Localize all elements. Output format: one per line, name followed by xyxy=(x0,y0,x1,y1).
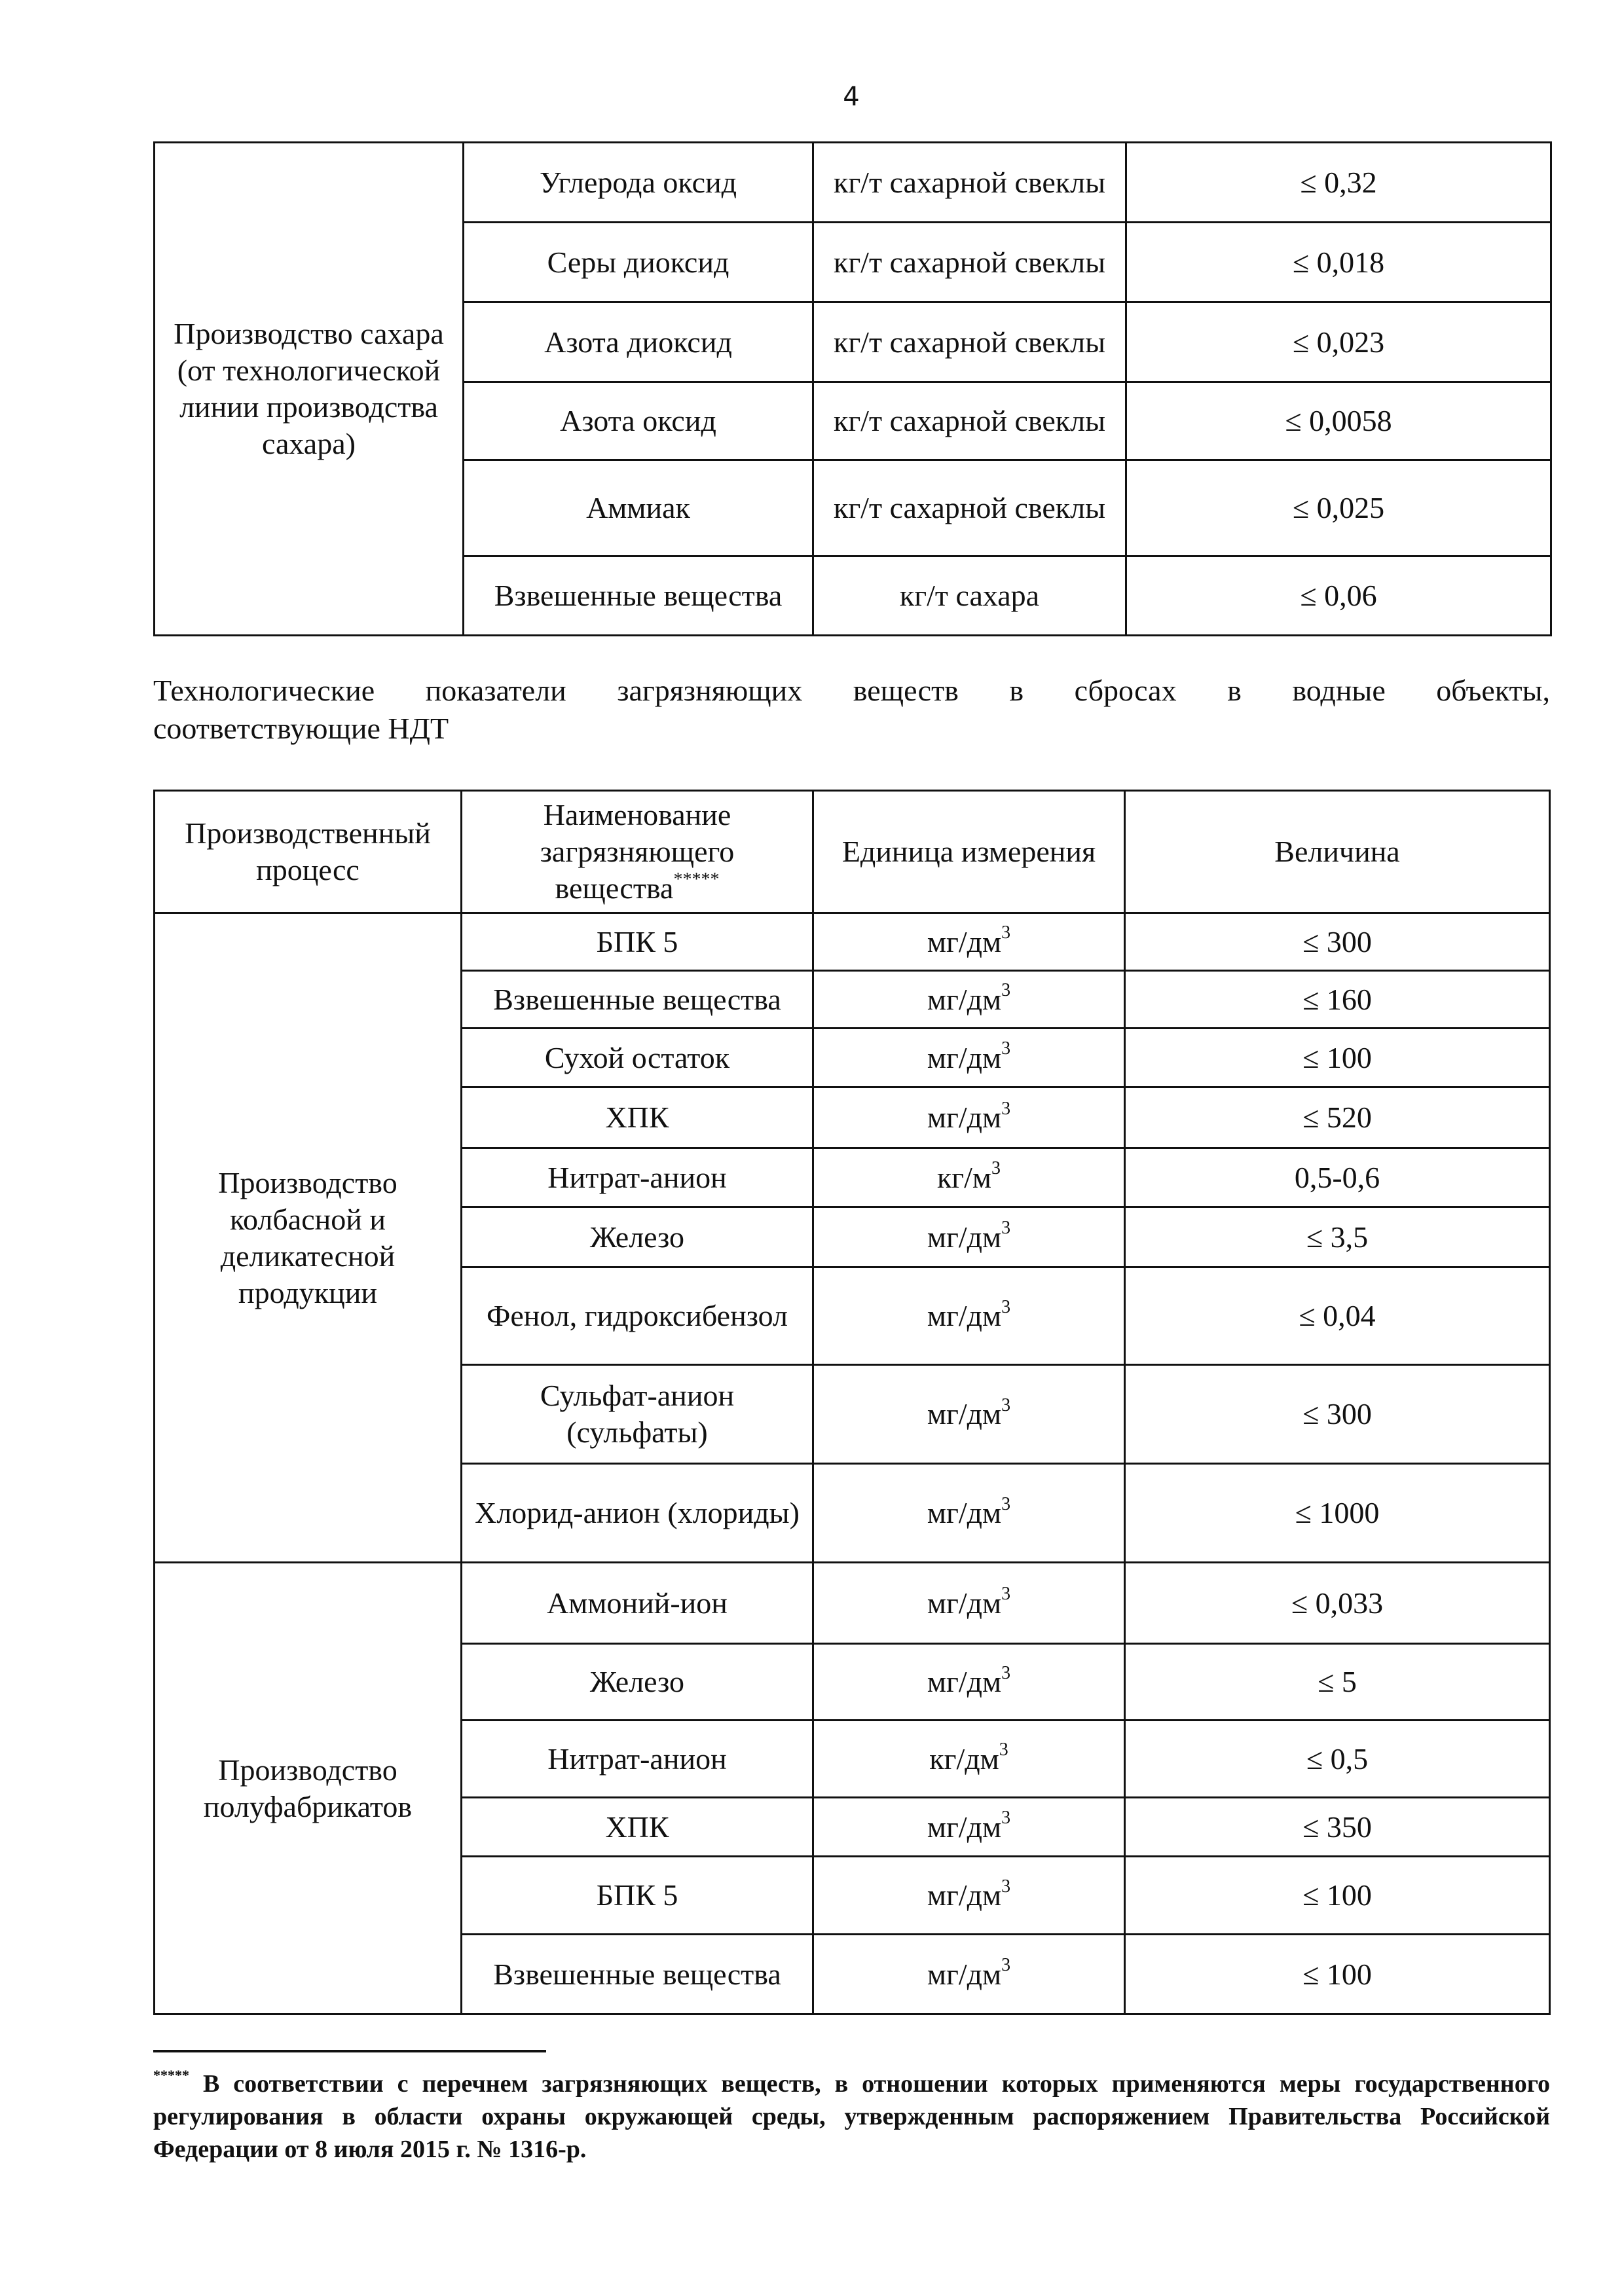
footnote xyxy=(153,2068,1550,2166)
table-row xyxy=(155,913,1550,971)
section-heading-paragraph xyxy=(153,672,1550,748)
header-value: Величина xyxy=(1125,791,1550,913)
unit-exponent: 3 xyxy=(1001,1584,1011,1605)
table-header-row xyxy=(155,791,1550,913)
unit-exponent: 3 xyxy=(1001,1662,1011,1683)
unit-exponent: 3 xyxy=(1001,1218,1011,1239)
unit-cell xyxy=(813,1029,1125,1087)
unit-label: мг/дм xyxy=(927,1299,1002,1332)
unit-cell: кг/т сахарной свеклы xyxy=(813,143,1126,223)
page-number: 4 xyxy=(843,82,860,112)
unit-label: мг/дм xyxy=(927,1040,1002,1074)
unit-cell xyxy=(813,1798,1125,1857)
unit-cell: кг/т сахарной свеклы xyxy=(813,223,1126,302)
substance-cell: Азота диоксид xyxy=(464,302,813,382)
process-cell: Производство сахара (от технологической линии производства сахара) xyxy=(155,143,464,636)
process-cell: Производство колбасной и деликатесной продукции xyxy=(155,913,462,1563)
substance-cell: Железо xyxy=(462,1644,813,1721)
header-process: Производственный процесс xyxy=(155,791,462,913)
unit-exponent: 3 xyxy=(991,1158,1001,1179)
unit-exponent: 3 xyxy=(1001,1098,1011,1119)
value-cell: ≤ 350 xyxy=(1125,1798,1550,1857)
value-cell: ≤ 0,033 xyxy=(1125,1563,1550,1644)
unit-cell xyxy=(813,1148,1125,1207)
substance-cell: ХПК xyxy=(462,1798,813,1857)
unit-exponent: 3 xyxy=(1001,1808,1011,1829)
unit-cell xyxy=(813,1087,1125,1148)
substance-cell: Взвешенные вещества xyxy=(464,556,813,636)
unit-cell xyxy=(813,971,1125,1029)
unit-label: мг/дм xyxy=(927,924,1002,958)
paragraph-line-2: соответствующие НДТ xyxy=(153,712,449,745)
unit-exponent: 3 xyxy=(1001,1394,1011,1415)
value-cell: ≤ 3,5 xyxy=(1125,1207,1550,1267)
value-cell: ≤ 300 xyxy=(1125,913,1550,971)
unit-label: мг/дм xyxy=(927,1810,1002,1844)
paragraph-line-1: Технологические показатели загрязняющих веществ в сбросах в водные объекты, xyxy=(153,674,1550,707)
value-cell: ≤ 0,023 xyxy=(1126,302,1551,382)
value-cell: ≤ 0,04 xyxy=(1125,1267,1550,1365)
unit-cell: кг/т сахарной свеклы xyxy=(813,302,1126,382)
value-cell: ≤ 100 xyxy=(1125,1029,1550,1087)
substance-cell: Сухой остаток xyxy=(462,1029,813,1087)
unit-label: мг/дм xyxy=(927,1220,1002,1254)
substance-cell: БПК 5 xyxy=(462,913,813,971)
unit-cell xyxy=(813,1644,1125,1721)
value-cell: ≤ 160 xyxy=(1125,971,1550,1029)
unit-cell: кг/т сахарной свеклы xyxy=(813,460,1126,556)
value-cell: 0,5-0,6 xyxy=(1125,1148,1550,1207)
unit-exponent: 3 xyxy=(1001,1876,1011,1897)
value-cell: ≤ 0,0058 xyxy=(1126,382,1551,460)
value-cell: ≤ 0,32 xyxy=(1126,143,1551,223)
unit-cell xyxy=(813,1563,1125,1644)
air-emissions-table xyxy=(153,141,1552,636)
unit-cell: кг/т сахара xyxy=(813,556,1126,636)
value-cell: ≤ 520 xyxy=(1125,1087,1550,1148)
substance-cell: Углерода оксид xyxy=(464,143,813,223)
unit-cell xyxy=(813,1464,1125,1563)
table-row xyxy=(155,143,1551,223)
value-cell: ≤ 100 xyxy=(1125,1935,1550,2014)
unit-label: мг/дм xyxy=(927,1496,1002,1529)
unit-exponent: 3 xyxy=(1001,922,1011,943)
unit-label: кг/м xyxy=(936,1160,992,1194)
substance-cell: Аммиак xyxy=(464,460,813,556)
unit-label: мг/дм xyxy=(927,1397,1002,1430)
unit-cell xyxy=(813,1267,1125,1365)
value-cell: ≤ 0,5 xyxy=(1125,1721,1550,1798)
footnote-rest: регулирования в области охраны окружающей среды, утвержденным распоряжением Правительства Российской Федерации от 8 июля 2015 г. № 1316-р. xyxy=(153,2103,1550,2163)
substance-cell: Нитрат-анион xyxy=(462,1721,813,1798)
footnote-divider xyxy=(153,2050,546,2052)
value-cell: ≤ 100 xyxy=(1125,1857,1550,1935)
substance-cell: Взвешенные вещества xyxy=(462,1935,813,2014)
process-cell: Производство полуфабрикатов xyxy=(155,1563,462,2014)
value-cell: ≤ 5 xyxy=(1125,1644,1550,1721)
substance-cell: Аммоний-ион xyxy=(462,1563,813,1644)
unit-cell xyxy=(813,1721,1125,1798)
unit-label: мг/дм xyxy=(927,982,1002,1016)
unit-label: кг/дм xyxy=(929,1741,999,1776)
substance-cell: Азота оксид xyxy=(464,382,813,460)
header-substance-label: Наименование загрязняющего вещества xyxy=(540,798,735,905)
substance-cell: Железо xyxy=(462,1207,813,1267)
unit-label: мг/дм xyxy=(927,1586,1002,1620)
unit-cell: кг/т сахарной свеклы xyxy=(813,382,1126,460)
unit-cell xyxy=(813,1365,1125,1464)
value-cell: ≤ 300 xyxy=(1125,1365,1550,1464)
unit-label: мг/дм xyxy=(927,1878,1002,1912)
unit-exponent: 3 xyxy=(1001,1493,1011,1514)
substance-cell: Хлорид-анион (хлориды) xyxy=(462,1464,813,1563)
unit-cell xyxy=(813,1207,1125,1267)
unit-exponent: 3 xyxy=(999,1740,1008,1760)
value-cell: ≤ 1000 xyxy=(1125,1464,1550,1563)
unit-label: мг/дм xyxy=(927,1957,1002,1991)
unit-label: мг/дм xyxy=(927,1101,1002,1134)
substance-cell: Серы диоксид xyxy=(464,223,813,302)
footnote-mark: ***** xyxy=(673,869,720,890)
substance-cell: Сульфат-анион (сульфаты) xyxy=(462,1365,813,1464)
unit-cell xyxy=(813,1935,1125,2014)
footnote-mark: ***** xyxy=(153,2067,189,2084)
substance-cell: ХПК xyxy=(462,1087,813,1148)
header-unit: Единица измерения xyxy=(813,791,1125,913)
unit-exponent: 3 xyxy=(1001,1955,1011,1976)
unit-cell xyxy=(813,913,1125,971)
substance-cell: Фенол, гидроксибензол xyxy=(462,1267,813,1365)
table-row xyxy=(155,1563,1550,1644)
footnote-line-1: В соответствии с перечнем загрязняющих веществ, в отношении которых применяются меры государственного xyxy=(202,2070,1550,2098)
water-discharge-table xyxy=(153,790,1551,2015)
unit-exponent: 3 xyxy=(1001,980,1011,1001)
substance-cell: Взвешенные вещества xyxy=(462,971,813,1029)
value-cell: ≤ 0,018 xyxy=(1126,223,1551,302)
unit-exponent: 3 xyxy=(1001,1038,1011,1059)
value-cell: ≤ 0,06 xyxy=(1126,556,1551,636)
substance-cell: Нитрат-анион xyxy=(462,1148,813,1207)
unit-exponent: 3 xyxy=(1001,1296,1011,1317)
unit-label: мг/дм xyxy=(927,1665,1002,1698)
value-cell: ≤ 0,025 xyxy=(1126,460,1551,556)
unit-cell xyxy=(813,1857,1125,1935)
substance-cell: БПК 5 xyxy=(462,1857,813,1935)
header-substance xyxy=(462,791,813,913)
